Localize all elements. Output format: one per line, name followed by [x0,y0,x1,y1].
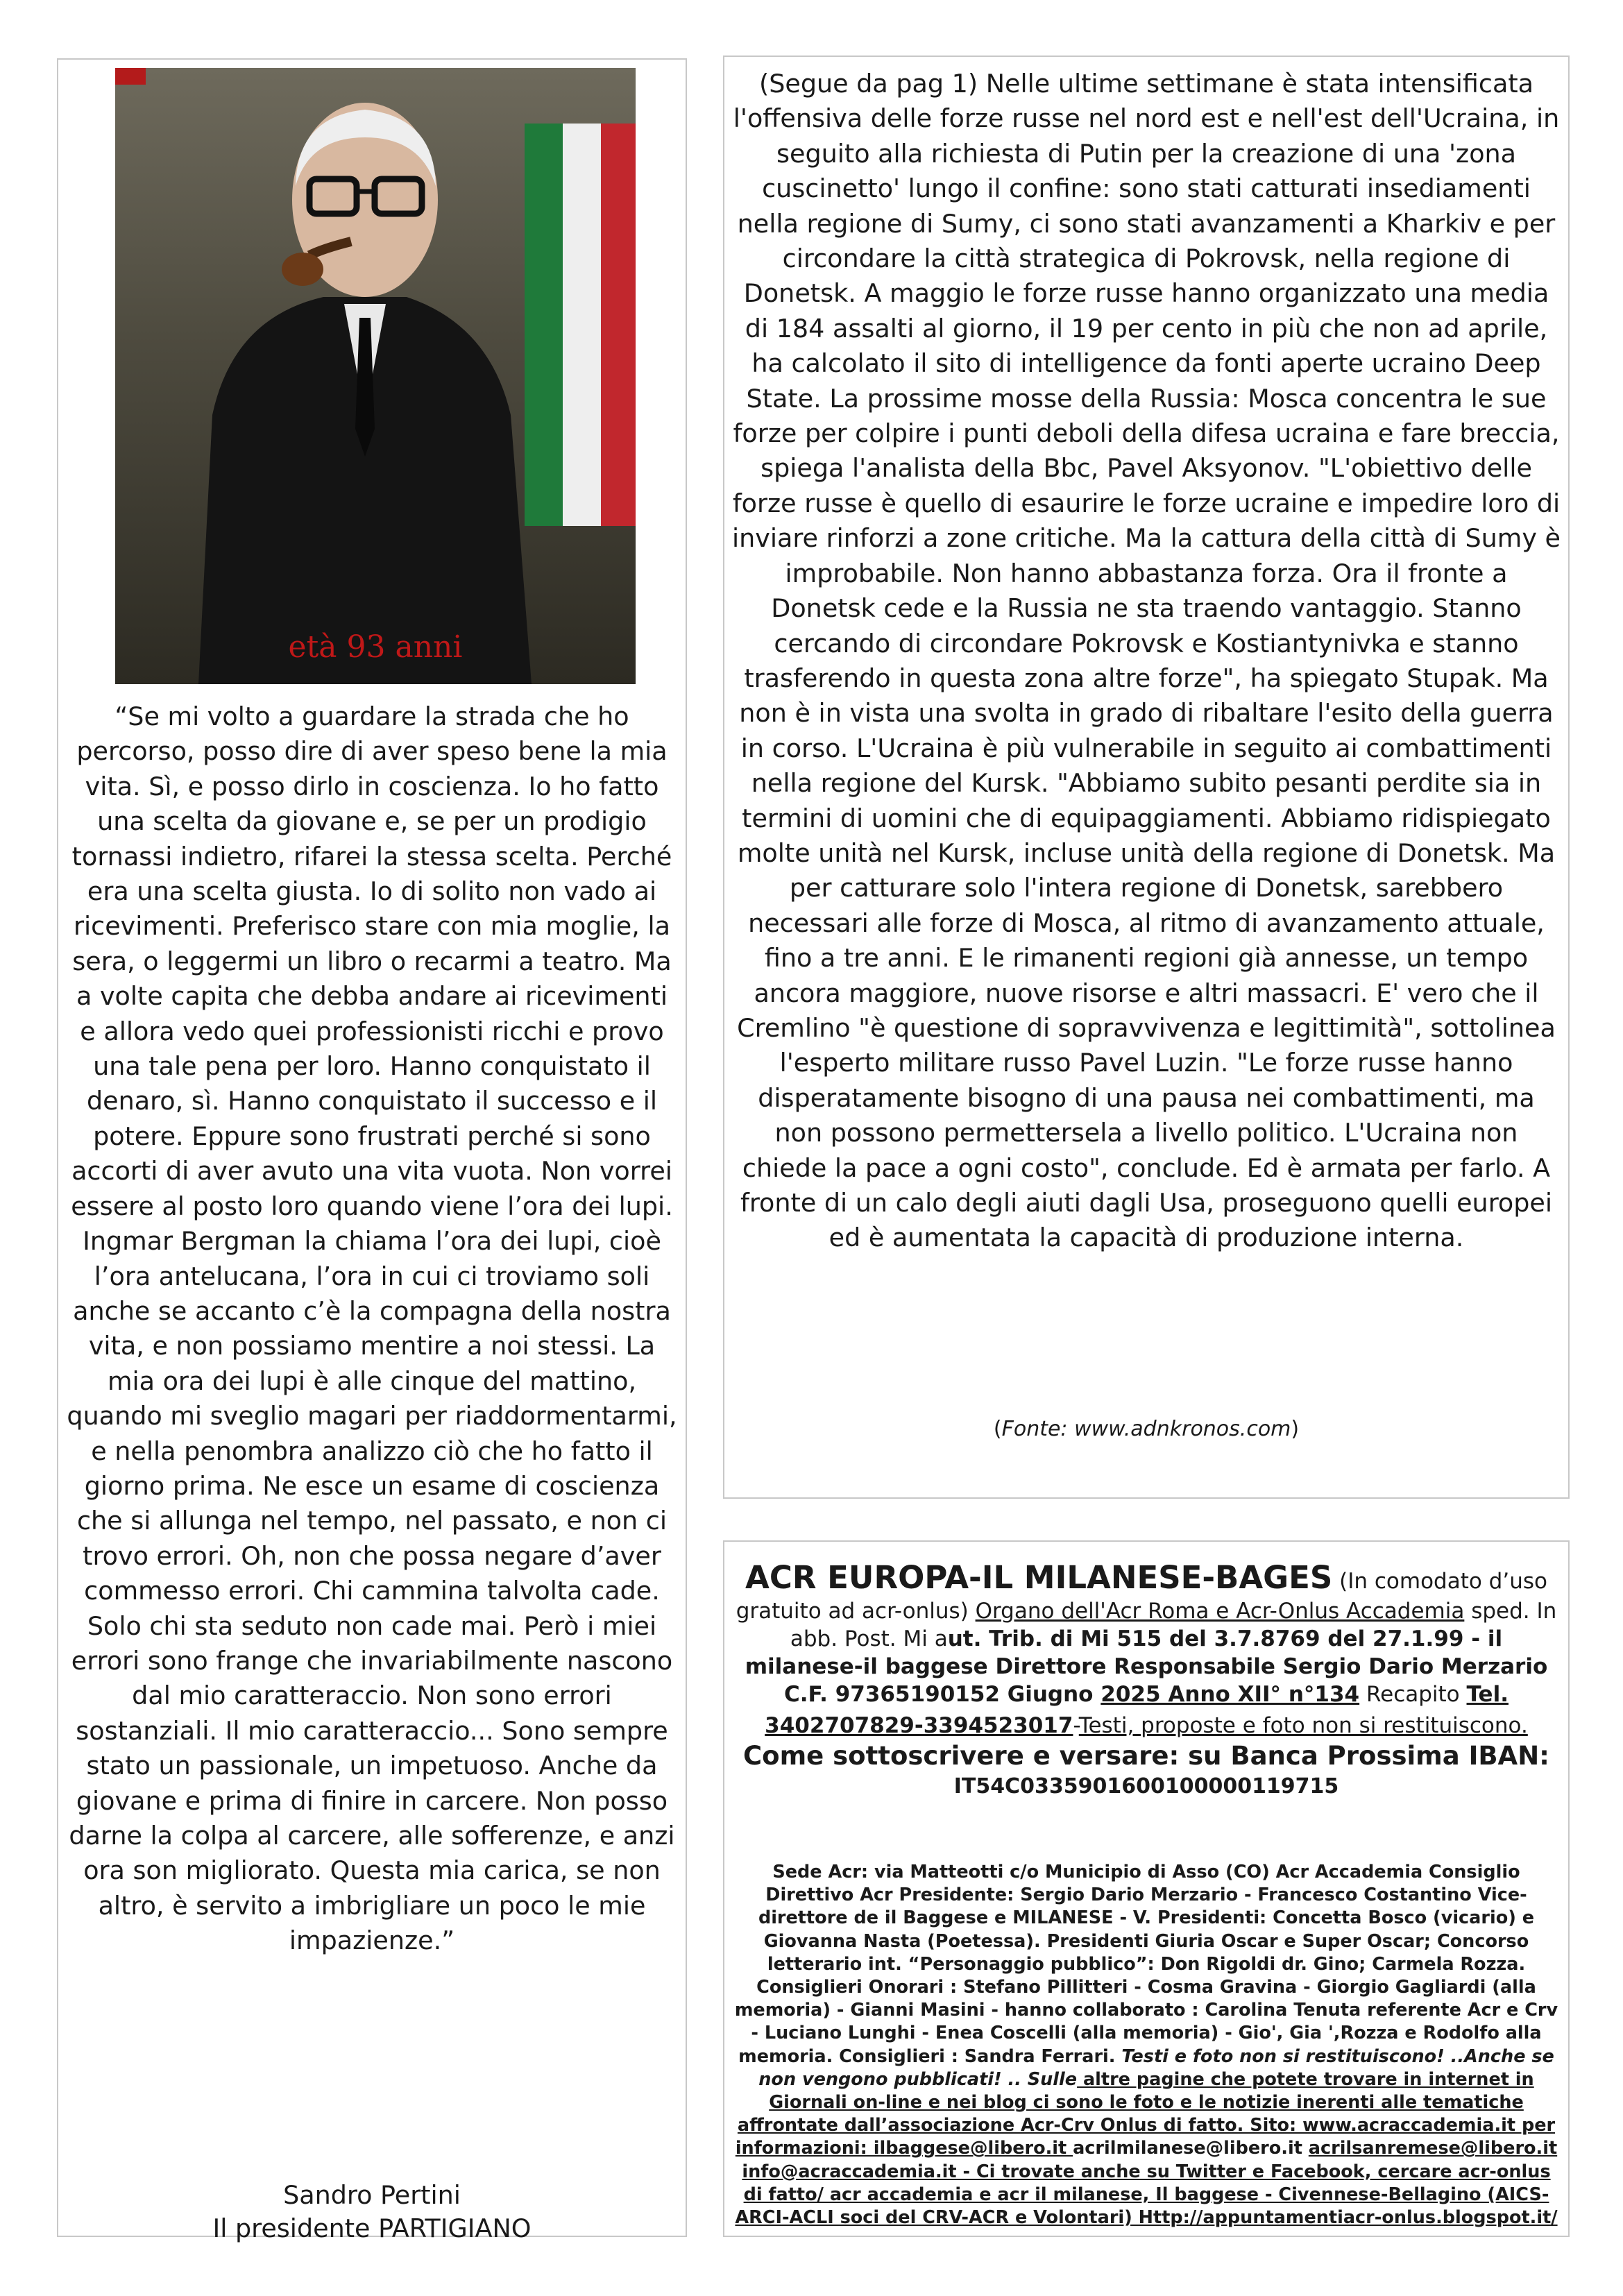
photo-caption: età 93 anni [288,629,463,665]
source-text: Fonte: www.adnkronos.com [1001,1417,1291,1441]
portrait-figure [115,68,636,684]
details-links: altre pagine che potete trovare in internet in Giornali on-line e nei blog ci sono le foto e le notizie inerenti alle tematiche affrontate dall’associazione Acr-Crv Onlus di fatto. Sito: www.acraccademia.it per informazioni: ilbaggese@libero.it [735,2068,1556,2159]
article-box [723,56,1570,1499]
details-social: - Ci trovate anche su Twitter e Facebook, cercare acr-onlus di fatto/ acr accademia e acr il milanese, Il baggese - Civennese-Bellagino (AICS-ARCI-ACLI soci del CRV-ACR e Volontari) Http://appuntamentiacr-onlus.blogspot.it/ [735,2161,1558,2229]
iban-code: IT54C0335901600100000119715 [953,1774,1339,1798]
association-details [734,1861,1558,2229]
details-email-2[interactable]: acrilmilanese@libero.it [1073,2138,1302,2159]
pertini-quote: “Se mi volto a guardare la strada che ho percorso, posso dire di aver speso bene la mia vita. Sì, e posso dirlo in coscienza. Io ho fatto una scelta da giovane e, se per un prodigio tornassi indietro, rifarei la stessa scelta. Perché era una scelta giusta. Io di solito non vado ai ricevimenti. Preferisco stare con mia moglie, la sera, o leggermi un libro o recarmi a teatro. Ma a volte capita che debba andare ai ricevimenti e allora vedo quei professionisti ricchi e provo una tale pena per loro. Hanno conquistato il denaro, sì. Hanno conquistato il successo e il potere. Eppure sono frustrati perché si sono accorti di aver avuto una vita vuota. Non vorrei essere al posto loro quando viene l’ora dei lupi. Ingmar Bergman la chiama l’ora dei lupi, cioè l’ora antelucana, l’ora in cui ci troviamo soli anche se accanto c’è la compagna della nostra vita, e non possiamo mentire a noi stessi. La mia ora dei lupi è alle cinque del mattino, quando mi sveglio magari per riaddormentarmi, e nella penombra analizzo ciò che ho fatto il giorno prima. Ne esce un esame di coscienza che si allunga nel tempo, nel passato, e non ci trovo errori. Oh, non che possa negare d’aver commesso errori. Chi cammina talvolta cade. Solo chi sta seduto non cade mai. Però i miei errori sono frange che invariabilmente nascono dal mio caratteraccio. Non sono errori sostanziali. Il mio caratteraccio... Sono sempre stato un passionale, un impetuoso. Anche da giovane e prima di finire in carcere. Non posso darne la colpa al carcere, alle sofferenze, e anzi ora son migliorato. Questa mia carica, se non altro, è servito a imbrigliare un poco le mie impazienze.” [67,701,677,1956]
masthead-text-2: sped. In abb. Post. Mi a [790,1599,1557,1651]
left-column-box [57,58,687,2237]
portrait-photo [115,68,636,684]
masthead-box [723,1540,1570,2237]
masthead-subscribe: Come sottoscrivere e versare: su Banca Prossima IBAN: [743,1741,1549,1771]
masthead-title: ACR EUROPA-IL MILANESE-BAGES [745,1559,1333,1596]
details-email-4[interactable]: info@acraccademia.it [742,2161,963,2182]
source-close-paren: ) [1291,1417,1300,1441]
masthead-text-1: (In comodato d’uso gratuito ad acr-onlus) [736,1569,1547,1624]
masthead-organ: Organo dell'Acr Roma e Acr-Onlus Accademia [975,1599,1465,1624]
source-open-paren: ( [993,1417,1002,1441]
masthead-registration: ut. Trib. di Mi 515 del 3.7.8769 del 27.1.99 - il milanese-il baggese Direttore Responsabile Sergio Dario Merzario C.F. 97365190152 Giugno [745,1626,1548,1707]
author-name: Sandro Pertini [283,2180,461,2210]
author-title: Il presidente PARTIGIANO [212,2213,532,2243]
article-source [724,1417,1568,1441]
masthead-recapito: Recapito [1359,1682,1467,1707]
details-board: Sede Acr: via Matteotti c/o Municipio di Asso (CO) Acr Accademia Consiglio Direttivo Acr Presidente: Sergio Dario Merzario - Francesco Costantino Vice-direttore de il Baggese e MILANESE - V. Presidenti: Concetta Bosco (vicario) e Giovanna Nasta (Poetessa). Presidenti Giuria Oscar e Super Oscar; Concorso letterario int. “Personaggio pubblico”: Don Rigoldi dr. Gino; Carmela Rozza. Consiglieri Onorari : Stefano Pillitteri - Cosma Gravina - Giorgio Gagliardi (alla memoria) - Gianni Masini - hanno collaborato : Carolina Tenuta referente Acr e Crv - Luciano Lunghi - Enea Coscelli (alla memoria) - Gio', Gia ',Rozza e Rodolfo alla memoria. Consiglieri : Sandra Ferrari. [734,1862,1558,2067]
masthead-phone: Tel. 3402707829-3394523017 [765,1682,1509,1738]
article-body: (Segue da pag 1) Nelle ultime settimane è stata intensificata l'offensiva delle forze russe nel nord est e nell'est dell'Ucraina, in seguito alla richiesta di Putin per la creazione di una 'zona cuscinetto' lungo il confine: sono stati catturati insediamenti nella regione di Sumy, ci sono stati avanzamenti a Kharkiv e per circondare la città strategica di Pokrovsk, nella regione di Donetsk. A maggio le forze russe hanno organizzato una media di 184 assalti al giorno, il 19 per cento in più che non ad aprile, ha calcolato il sito di intelligence da fonti aperte ucraino Deep State. La prossime mosse della Russia: Mosca concentra le sue forze per colpire i punti deboli della difesa ucraina e fare breccia, spiega l'analista della Bbc, Pavel Aksyonov. "L'obiettivo delle forze russe è quello di esaurire le forze ucraine e impedire loro di inviare rinforzi a zone critiche. Ma la cattura della città di Sumy è improbabile. Non hanno abbastanza forza. Ora il fronte a Donetsk cede e la Russia ne sta traendo vantaggio. Stanno cercando di circondare Pokrovsk e Kostiantynivka e stanno trasferendo in questa zona altre forze", ha spiegato Stupak. Ma non è in vista una svolta in grado di ribaltare l'esito della guerra in corso. L'Ucraina è più vulnerabile in seguito ai combattimenti nella regione del Kursk. "Abbiamo subito pesanti perdite sia in termini di uomini che di equipaggiamenti. Abbiamo ridispiegato molte unità nel Kursk, incluse unità della regione di Donetsk. Ma per catturare solo l'intera regione di Donetsk, sarebbero necessari alle forze di Mosca, al ritmo di avanzamento attuale, fino a tre anni. E le rimanenti regioni già annesse, un tempo ancora maggiore, nuove risorse e altri massacri. E' vero che il Cremlino "è questione di sopravvivenza e legittimità", sottolinea l'esperto militare russo Pavel Luzin. "Le forze russe hanno disperatamente bisogno di una pausa nei combattimenti, ma non possono permettersela a livello politico. L'Ucraina non chiede la pace a ogni costo", conclude. Ed è armata per farlo. A fronte di un calo degli aiuti dagli Usa, proseguono quelli europei ed è aumentata la capacità di produzione interna. [731,69,1561,1253]
masthead-info [734,1558,1558,1801]
masthead-notice: Testi, proposte e foto non si restituiscono. [1078,1713,1528,1738]
masthead-dash: - [1073,1713,1079,1738]
details-email-3[interactable]: acrilsanremese@libero.it [1308,2138,1558,2159]
masthead-issue: 2025 Anno XII° n°134 [1101,1682,1360,1707]
quote-signature [57,2179,687,2245]
details-notice: Testi e foto non si restituiscono! ..Anche se non vengono pubblicati! .. Sulle [758,2046,1554,2090]
